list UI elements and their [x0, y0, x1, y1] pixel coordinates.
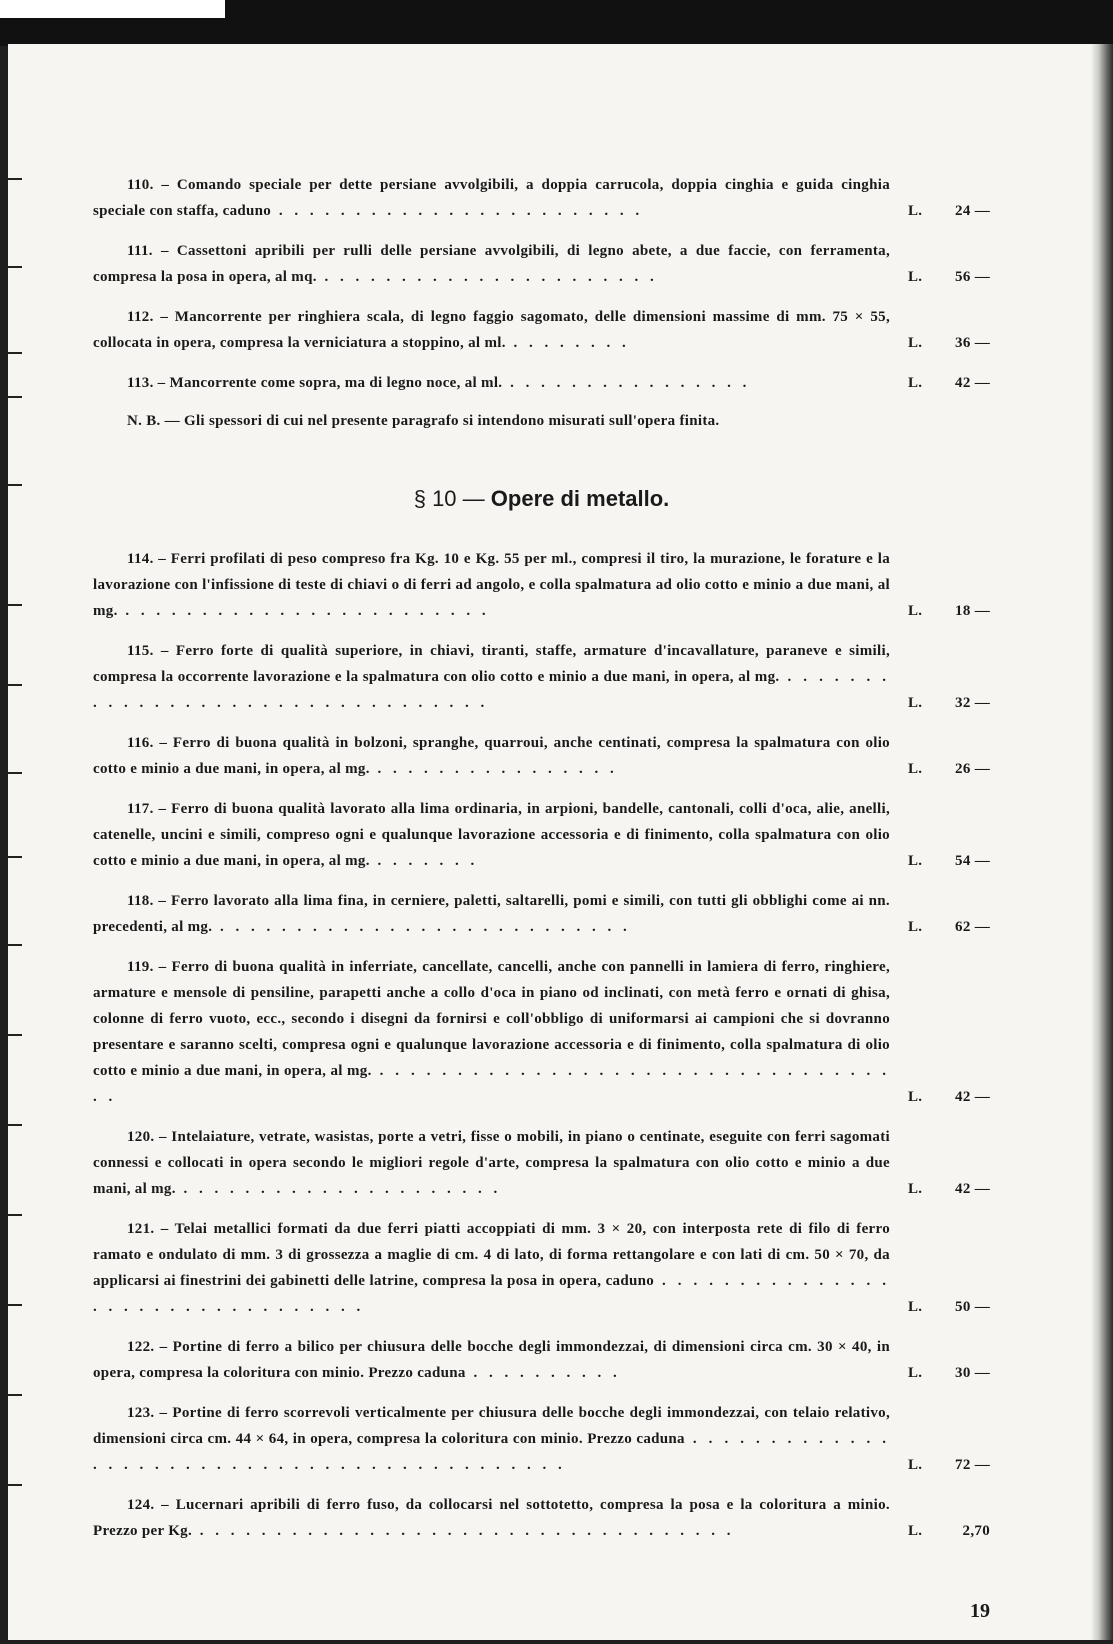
price-entry [93, 172, 990, 224]
binding-mark [8, 1394, 22, 1396]
price-entry [93, 796, 990, 874]
binding-mark [8, 1034, 22, 1036]
binding-mark [8, 944, 22, 946]
entry-text: 122. – Portine di ferro a bilico per chiusura delle bocche degli immondezzai, di dimensioni circa cm. 30 × 40, in opera, compresa la coloritura con minio. Prezzo caduna [93, 1339, 890, 1381]
binding-mark [8, 1304, 22, 1306]
entry-description [93, 1400, 990, 1478]
entry-description [93, 1492, 990, 1544]
note-nb: N. B. — Gli spessori di cui nel presente paragrafo si intendono misurati sull'opera finita. [127, 413, 720, 429]
entry-leader-dots: . . . . . . . . . . . . . . . . . . . . . . . . . . . . . . . . . . . [93, 1063, 891, 1105]
entry-currency: L. [908, 761, 923, 777]
entry-amount: 50 — [955, 1299, 990, 1315]
entry-amount: 42 — [955, 1089, 990, 1105]
entry-price [908, 1294, 990, 1320]
price-entry [93, 546, 990, 624]
binding-mark [8, 178, 22, 180]
entry-text: 120. – Intelaiature, vetrate, wasistas, porte a vetri, fisse o mobili, in piano o centinate, eseguite con ferri sagomati connessi e collocati in opera secondo le migliori regole d'arte, compresa la spalmatura con olio cotto e minio a due mani, al mg. [93, 1129, 890, 1197]
entry-price [908, 914, 990, 940]
binding-mark [8, 396, 22, 398]
entry-leader-dots: . . . . . . . . [505, 335, 630, 351]
entry-leader-dots: . . . . . . . . . . . . . . . . [502, 375, 751, 391]
scan-right-shadow [1091, 44, 1113, 1640]
entry-text: 115. – Ferro forte di qualità superiore, in chiavi, tiranti, staffe, armature d'incavallature, paraneve e simili, compresa la occorrente lavorazione e la spalmatura con olio cotto e minio a due mani, in opera, al mg. [93, 643, 890, 685]
entry-price [908, 330, 990, 356]
entry-currency: L. [908, 603, 923, 619]
entry-description [93, 730, 990, 782]
section-symbol: § [413, 486, 426, 511]
entry-description [93, 238, 990, 290]
entry-leader-dots: . . . . . . . . . . . . . . . . . . . . . . . . [271, 203, 644, 219]
entry-text: 112. – Mancorrente per ringhiera scala, di legno faggio sagomato, delle dimensioni massime di mm. 75 × 55, collocata in opera, compresa la verniciatura a stoppino, al ml. [93, 309, 890, 351]
price-entry [93, 638, 990, 716]
entry-price [908, 690, 990, 716]
entry-price [908, 598, 990, 624]
entry-amount: 32 — [955, 695, 990, 711]
entry-description [93, 1216, 990, 1320]
entry-leader-dots: . . . . . . . . . . . . . . . . . . . . . . [316, 269, 658, 285]
entry-price [908, 370, 990, 396]
entry-amount: 72 — [955, 1457, 990, 1473]
entry-price [908, 1518, 990, 1544]
entry-leader-dots: . . . . . . . . . . . . . . . . [369, 761, 618, 777]
entry-price [908, 198, 990, 224]
entry-leader-dots: . . . . . . . . . . . . . . . . . . . . . . . . . . . . . . . . . [93, 1273, 891, 1315]
entry-price [908, 1360, 990, 1386]
entry-amount: 42 — [955, 375, 990, 391]
binding-mark [8, 1484, 22, 1486]
entry-description [93, 954, 990, 1110]
binding-mark [8, 1214, 22, 1216]
entry-price [908, 1176, 990, 1202]
price-entry [93, 730, 990, 782]
scan-top-notch [0, 0, 225, 18]
entry-description [93, 796, 990, 874]
binding-mark [8, 352, 22, 354]
entry-description [93, 172, 990, 224]
entry-description [93, 888, 990, 940]
entry-text: 119. – Ferro di buona qualità in inferriate, cancellate, cancelli, anche con pannelli in lamiera di ferro, ringhiere, armature e mensole di pensiline, parapetti anche a collo d'oca in piano od inclinati, con metà ferro e ornati di ghisa, colonne di ferro vuoto, ecc., secondo i disegni da fornirsi e coll'obbligo di uniformarsi ai campioni che si dovranno presentare e saranno scelti, compresa ogni e qualunque lavorazione accessoria e di finimento, colla spalmatura di olio cotto e minio a due mani, in opera, al mg. [93, 959, 890, 1079]
entry-description [93, 1124, 990, 1202]
price-entry [93, 370, 990, 396]
section-heading [93, 486, 990, 512]
section-dash: — [462, 486, 485, 511]
entry-leader-dots: . . . . . . . . . . . . . . . . . . . . . . . . . . . . . . . . . [93, 669, 890, 711]
entry-amount: 2,70 [962, 1523, 990, 1539]
price-entry [93, 304, 990, 356]
binding-mark [8, 484, 22, 486]
entry-text: 118. – Ferro lavorato alla lima fina, in cerniere, paletti, saltarelli, pomi e simili, con tutti gli obblighi come ai nn. precedenti, al mg. [93, 893, 890, 935]
binding-mark [8, 604, 22, 606]
entry-text: 121. – Telai metallici formati da due ferri piatti accoppiati di mm. 3 × 20, con interposta rete di filo di ferro ramato e ondulato di mm. 3 di grossezza a maglie di cm. 4 di lato, di forma rettangolare e con lati di cm. 50 × 70, da applicarsi ai finestrini dei gabinetti delle latrine, compresa la posa in opera, caduno [93, 1221, 890, 1289]
entry-currency: L. [908, 1089, 923, 1105]
entry-currency: L. [908, 919, 923, 935]
binding-mark [8, 772, 22, 774]
section-title: Opere di metallo. [490, 486, 670, 511]
price-list-bottom [93, 546, 990, 1544]
entry-currency: L. [908, 375, 923, 391]
entry-amount: 42 — [955, 1181, 990, 1197]
binding-mark [8, 684, 22, 686]
entry-text: 114. – Ferri profilati di peso compreso fra Kg. 10 e Kg. 55 per ml., compresi il tiro, la murazione, le forature e la lavorazione con l'infissione di teste di chiavi o di ferri ad angolo, e colla spalmatura ad olio cotto e minio a due mani, al mg. [93, 551, 890, 619]
price-entry [93, 1216, 990, 1320]
entry-amount: 24 — [955, 203, 990, 219]
entry-amount: 54 — [955, 853, 990, 869]
entry-description [93, 546, 990, 624]
entry-currency: L. [908, 1457, 923, 1473]
entry-price [908, 756, 990, 782]
binding-mark [8, 266, 22, 268]
entry-leader-dots: . . . . . . . . . . [465, 1365, 621, 1381]
price-list-top [93, 172, 990, 396]
entry-text: 117. – Ferro di buona qualità lavorato alla lima ordinaria, in arpioni, bandelle, cantonali, colli d'oca, alie, anelli, catenelle, uncini e simili, compreso ogni e qualunque lavorazione accessoria e di finimento, colla spalmatura con olio cotto e minio a due mani, in opera, al mg. [93, 801, 890, 869]
entry-price [908, 264, 990, 290]
entry-leader-dots: . . . . . . . . . . . . . . . . . . . . . . . . . . . [212, 919, 631, 935]
entry-leader-dots: . . . . . . . . . . . . . . . . . . . . . [175, 1181, 502, 1197]
entry-text: 116. – Ferro di buona qualità in bolzoni, spranghe, quarroui, anche centinati, compresa la spalmatura con olio cotto e minio a due mani, in opera, al mg. [93, 735, 890, 777]
entry-amount: 56 — [955, 269, 990, 285]
entry-text: 123. – Portine di ferro scorrevoli verticalmente per chiusura delle bocche degli immondezzai, con telaio relativo, dimensioni circa cm. 44 × 64, in opera, compresa la coloritura con minio. Prezzo caduna [93, 1405, 890, 1447]
price-entry [93, 1492, 990, 1544]
price-entry [93, 238, 990, 290]
section-number: 10 [432, 486, 457, 511]
entry-leader-dots: . . . . . . . [369, 853, 479, 869]
price-entry [93, 1334, 990, 1386]
entry-amount: 26 — [955, 761, 990, 777]
entry-currency: L. [908, 1523, 923, 1539]
entry-description [93, 304, 990, 356]
entry-currency: L. [908, 1299, 923, 1315]
price-list [93, 172, 990, 1558]
entry-description [93, 1334, 990, 1386]
entry-currency: L. [908, 203, 923, 219]
entry-price [908, 1084, 990, 1110]
entry-text: 113. – Mancorrente come sopra, ma di legno noce, al ml. [127, 375, 503, 391]
entry-amount: 62 — [955, 919, 990, 935]
entry-currency: L. [908, 335, 923, 351]
price-entry [93, 954, 990, 1110]
entry-currency: L. [908, 853, 923, 869]
entry-amount: 30 — [955, 1365, 990, 1381]
entry-description [93, 370, 990, 396]
entry-leader-dots: . . . . . . . . . . . . . . . . . . . . . . . . . . . . . . . . . . . . . . . . . . . . [93, 1431, 891, 1473]
entry-currency: L. [908, 1365, 923, 1381]
entry-currency: L. [908, 695, 923, 711]
entry-text: 110. – Comando speciale per dette persiane avvolgibili, a doppia carrucola, doppia cinghia e guida cinghia speciale con staffa, caduno [93, 177, 890, 219]
entry-currency: L. [908, 1181, 923, 1197]
entry-text: 111. – Cassettoni apribili per rulli delle persiane avvolgibili, di legno abete, a due faccie, con ferramenta, compresa la posa in opera, al mq. [93, 243, 890, 285]
entry-currency: L. [908, 269, 923, 285]
price-entry [93, 1124, 990, 1202]
entry-amount: 18 — [955, 603, 990, 619]
price-entry [93, 888, 990, 940]
price-entry [93, 1400, 990, 1478]
page-number: 19 [970, 1600, 990, 1622]
entry-description [93, 638, 990, 716]
entry-amount: 36 — [955, 335, 990, 351]
binding-mark [8, 856, 22, 858]
entry-price [908, 1452, 990, 1478]
entry-leader-dots: . . . . . . . . . . . . . . . . . . . . . . . . . . . . . . . . . . . [192, 1523, 735, 1539]
entry-leader-dots: . . . . . . . . . . . . . . . . . . . . . . . . [117, 603, 490, 619]
entry-price [908, 848, 990, 874]
binding-mark [8, 1124, 22, 1126]
entry-text: 124. – Lucernari apribili di ferro fuso, da collocarsi nel sottotetto, compresa la posa e la coloritura a minio. Prezzo per Kg. [93, 1497, 890, 1539]
